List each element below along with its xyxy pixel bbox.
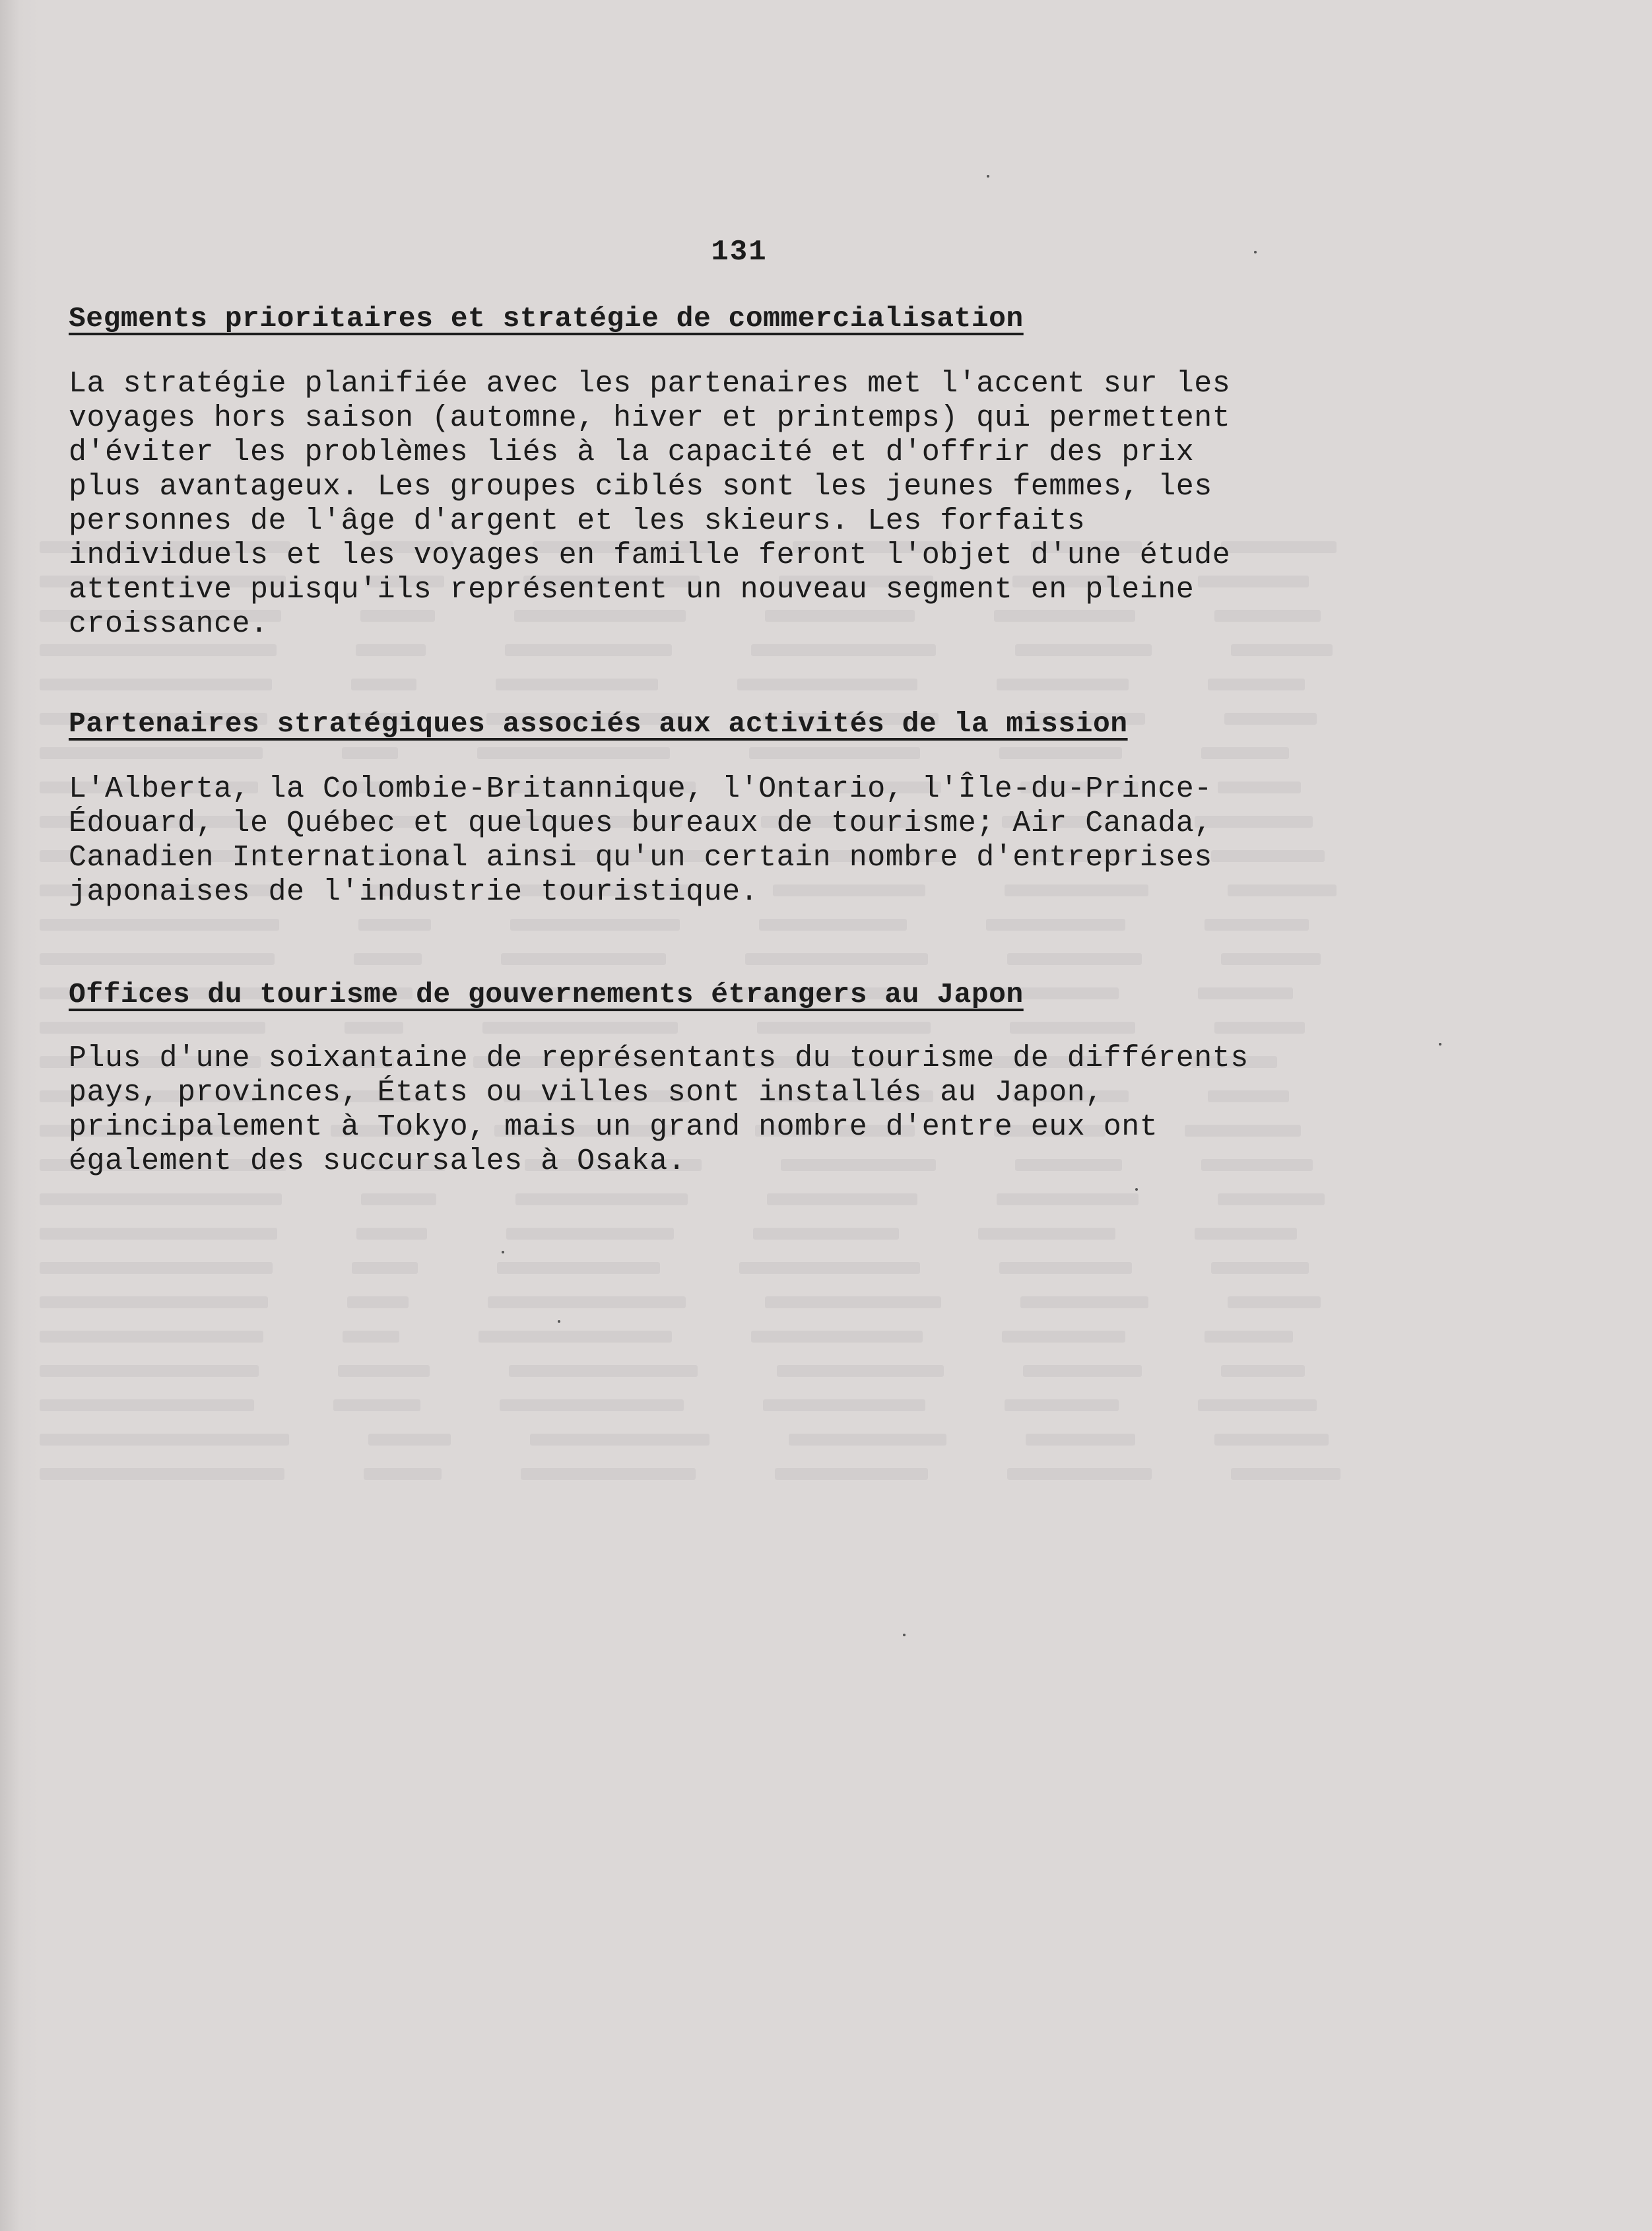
show-through-block (1015, 644, 1152, 656)
show-through-block (1224, 713, 1317, 725)
show-through-row (40, 1022, 1492, 1039)
show-through-block (40, 1468, 284, 1480)
show-through-row (40, 1434, 1492, 1451)
show-through-block (521, 1468, 696, 1480)
show-through-block (500, 1399, 684, 1411)
show-through-block (1228, 1296, 1321, 1308)
show-through-block (1010, 1022, 1135, 1034)
show-through-block (479, 1331, 672, 1343)
show-through-row (40, 1399, 1492, 1416)
show-through-block (482, 1022, 678, 1034)
section-heading-partenaires: Partenaires stratégiques associés aux activités de la mission (69, 708, 1128, 740)
show-through-row (40, 679, 1492, 696)
show-through-block (1205, 1331, 1293, 1343)
show-through-block (1214, 1434, 1329, 1446)
section-paragraph-segments: La stratégie planifiée avec les partenaires met l'accent sur les voyages hors saison (automne, hiver et printemps) qui permettent d'éviter les problèmes liés à la capacité et d'offrir des prix plus avantageux. Les groupes ciblés sont les jeunes femmes, les personnes de l'âge d'argent et les skieurs. Les forfaits individuels et les voyages en famille feront l'objet d'une étude attentive puisqu'ils représentent un nouveau segment en pleine croissance. (69, 367, 1231, 641)
show-through-block (1211, 1262, 1309, 1274)
show-through-block (1231, 644, 1333, 656)
show-through-block (1195, 1228, 1297, 1240)
show-through-block (751, 644, 936, 656)
show-through-block (40, 1296, 268, 1308)
dust-speck (502, 1251, 504, 1253)
show-through-block (40, 1331, 263, 1343)
show-through-row (40, 1193, 1492, 1211)
show-through-block (497, 1262, 660, 1274)
show-through-block (759, 919, 907, 931)
show-through-block (501, 953, 666, 965)
dust-speck (903, 1634, 906, 1636)
show-through-row (40, 1331, 1492, 1348)
show-through-row (40, 1296, 1492, 1314)
dust-speck (987, 175, 989, 178)
show-through-block (997, 679, 1129, 690)
show-through-row (40, 953, 1492, 970)
dust-speck (558, 1320, 560, 1323)
show-through-block (40, 919, 279, 931)
show-through-block (997, 1193, 1139, 1205)
show-through-block (1221, 1365, 1305, 1377)
show-through-block (530, 1434, 710, 1446)
show-through-row (40, 1262, 1492, 1279)
dust-speck (1254, 251, 1257, 253)
show-through-block (765, 1296, 941, 1308)
show-through-row (40, 1468, 1492, 1485)
show-through-block (356, 1228, 427, 1240)
section-heading-offices: Offices du tourisme de gouvernements étrangers au Japon (69, 978, 1024, 1011)
show-through-block (1198, 987, 1293, 999)
show-through-block (1026, 1434, 1135, 1446)
show-through-block (1205, 919, 1309, 931)
show-through-block (40, 1399, 254, 1411)
show-through-block (496, 679, 658, 690)
show-through-block (1221, 953, 1321, 965)
show-through-block (757, 1022, 931, 1034)
show-through-block (345, 1022, 403, 1034)
show-through-block (777, 1365, 944, 1377)
show-through-row (40, 1228, 1492, 1245)
show-through-block (510, 919, 680, 931)
show-through-block (40, 1022, 265, 1034)
show-through-block (338, 1365, 430, 1377)
section-paragraph-offices: Plus d'une soixantaine de représentants du tourisme de différents pays, provinces, États ou villes sont installés au Japon, principalement à Tokyo, mais un grand nombre d'entre eux ont également des succursales à Osaka. (69, 1042, 1249, 1178)
page-number: 131 (711, 236, 768, 269)
show-through-block (767, 1193, 917, 1205)
dust-speck (1135, 1188, 1138, 1191)
show-through-block (40, 644, 277, 656)
show-through-block (40, 1193, 282, 1205)
show-through-block (1218, 1193, 1325, 1205)
show-through-block (506, 1228, 674, 1240)
show-through-block (477, 747, 670, 759)
show-through-block (749, 747, 920, 759)
show-through-block (351, 679, 416, 690)
show-through-block (1208, 679, 1305, 690)
show-through-block (763, 1399, 925, 1411)
show-through-block (358, 919, 431, 931)
section-paragraph-partenaires: L'Alberta, la Colombie-Britannique, l'Ontario, l'Île-du-Prince- Édouard, le Québec et quelques bureaux de tourisme; Air Canada, Canadien International ainsi qu'un certain nombre d'entreprises japonaises de l'industrie touristique. (69, 772, 1212, 909)
show-through-block (789, 1434, 946, 1446)
show-through-block (751, 1331, 923, 1343)
show-through-block (1231, 1468, 1340, 1480)
show-through-block (364, 1468, 442, 1480)
show-through-block (40, 1262, 273, 1274)
show-through-block (352, 1262, 418, 1274)
show-through-block (40, 1434, 289, 1446)
show-through-block (986, 919, 1125, 931)
show-through-block (1214, 1022, 1305, 1034)
section-heading-segments: Segments prioritaires et stratégie de commercialisation (69, 302, 1024, 335)
show-through-block (40, 747, 263, 759)
show-through-block (515, 1193, 688, 1205)
show-through-block (775, 1468, 928, 1480)
show-through-block (1002, 1331, 1125, 1343)
show-through-block (1007, 953, 1142, 965)
show-through-row (40, 1365, 1492, 1382)
show-through-block (40, 1365, 259, 1377)
show-through-block (333, 1399, 420, 1411)
show-through-block (1005, 1399, 1119, 1411)
show-through-block (40, 1228, 277, 1240)
show-through-block (978, 1228, 1115, 1240)
show-through-block (40, 679, 272, 690)
show-through-block (1201, 747, 1289, 759)
show-through-block (1198, 1399, 1317, 1411)
show-through-block (737, 679, 917, 690)
dust-speck (1439, 1043, 1441, 1046)
show-through-block (1007, 1468, 1152, 1480)
show-through-block (40, 953, 275, 965)
show-through-block (999, 1262, 1132, 1274)
show-through-block (745, 953, 928, 965)
show-through-block (999, 747, 1122, 759)
show-through-block (343, 1331, 399, 1343)
show-through-block (509, 1365, 698, 1377)
show-through-row (40, 644, 1492, 661)
show-through-block (356, 644, 426, 656)
show-through-block (1020, 1296, 1148, 1308)
show-through-block (739, 1262, 920, 1274)
show-through-block (488, 1296, 686, 1308)
show-through-block (342, 747, 398, 759)
show-through-block (347, 1296, 409, 1308)
show-through-block (361, 1193, 436, 1205)
show-through-row (40, 919, 1492, 936)
show-through-block (354, 953, 422, 965)
show-through-block (505, 644, 672, 656)
show-through-block (368, 1434, 451, 1446)
show-through-block (753, 1228, 899, 1240)
show-through-block (1023, 1365, 1142, 1377)
show-through-row (40, 747, 1492, 764)
